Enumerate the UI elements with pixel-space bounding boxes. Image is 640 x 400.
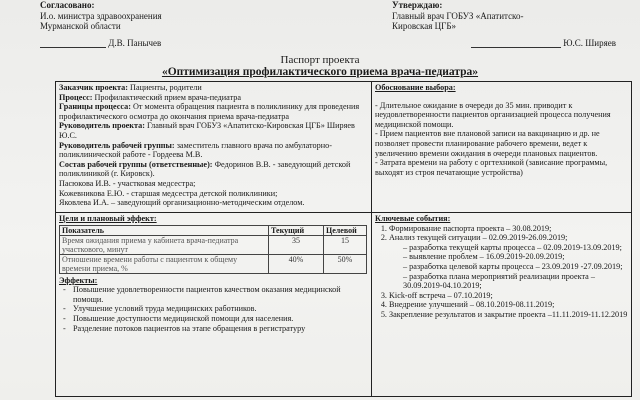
goals-cell	[56, 213, 371, 396]
rationale-cell	[372, 82, 631, 213]
bounds-label: Границы процесса:	[59, 102, 131, 112]
approval-right-line2: Кировская ЦГБ»	[392, 21, 457, 31]
approval-right-line1: Главный врач ГОБУЗ «Апатитско-	[392, 10, 524, 21]
project-passport-table	[55, 81, 632, 397]
event-text: Внедрение улучшений – 08.10.2019-08.11.2019;	[389, 300, 555, 310]
kpi-row	[60, 235, 367, 254]
event-substeps	[389, 243, 628, 291]
customer-row	[59, 83, 368, 93]
effect-item: - Разделение потоков пациентов на этапе обращения в регистратуру	[73, 324, 368, 334]
kpi-name: Отношение времени работы с пациентом к общему времени приема, %	[60, 254, 269, 273]
process-row	[59, 93, 368, 103]
lead-value: Главный врач ГОБУЗ «Апатитско-Кировская ЦГБ» Ширяев Ю.С.	[59, 121, 355, 140]
kpi-target: 50%	[324, 254, 367, 273]
event-item	[389, 224, 628, 234]
event-item	[389, 300, 628, 310]
event-substep: – разработка текущей карты процесса – 02.09.2019-13.09.2019;	[403, 243, 628, 253]
process-value: Профилактический прием врача-педиатра	[92, 92, 241, 102]
bounds-value: От момента обращения пациента в поликлинику для проведения профилактического осмотра до окончания приема врача-педиатра	[59, 102, 360, 121]
event-text: Закрепление результатов и закрытие проекта –11.11.2019-11.12.2019	[389, 309, 628, 319]
passport-left-column	[56, 82, 372, 396]
effect-item: - Повышение удовлетворенности пациентов качеством оказания медицинской помощи.	[73, 285, 368, 304]
customer-label: Заказчик проекта:	[59, 83, 128, 92]
approval-left-signer: Д.В. Панычев	[108, 37, 162, 48]
kpi-name: Время ожидания приема у кабинета врача-педиатра участкового, минут	[60, 235, 269, 254]
signature-line	[471, 47, 561, 48]
approval-block-left	[40, 0, 240, 48]
approval-block-right	[392, 0, 622, 48]
team-member: Яковлева И.А. – заведующий организационно-методическим отделом.	[59, 198, 305, 208]
event-substep: – разработка плана мероприятий реализации проекта – 30.09.2019-04.10.2019;	[403, 272, 628, 291]
rationale-heading: Обоснование выбора:	[375, 83, 456, 92]
wg-lead-label: Руководитель рабочей группы:	[59, 140, 175, 150]
events-cell	[372, 213, 631, 396]
effects-list	[59, 285, 368, 333]
approval-left-head: Согласовано:	[40, 0, 95, 10]
effect-item: - Повышение доступности медицинской помощи для населения.	[73, 314, 368, 324]
team-first-member: Федоринов В.В. - заведующий детской поликлиникой (г. Кировск).	[59, 159, 351, 179]
approval-left-line2: Мурманской области	[40, 21, 121, 31]
kpi-header-indicator: Показатель	[60, 225, 269, 235]
passport-right-column	[372, 82, 631, 396]
effect-item: - Улучшение условий труда медицинских работников.	[73, 304, 368, 314]
kpi-header-row	[60, 225, 367, 235]
team-label: Состав рабочей группы (ответственные):	[59, 159, 213, 169]
kpi-header-target: Целевой	[324, 225, 367, 235]
kpi-table	[59, 225, 367, 274]
bounds-row	[59, 102, 368, 121]
event-item	[389, 291, 628, 301]
event-text: Kick-off встреча – 07.10.2019;	[389, 290, 493, 300]
kpi-current: 40%	[269, 254, 324, 273]
project-info-cell	[56, 82, 371, 213]
project-name-text: «Оптимизация профилактического приема врача-педиатра»	[161, 66, 479, 78]
project-name	[0, 66, 640, 78]
events-heading: Ключевые события:	[375, 214, 451, 223]
signature-line	[40, 47, 106, 48]
event-item	[389, 233, 628, 291]
approval-left-line1: И.о. министра здравоохранения	[40, 10, 162, 21]
approval-right-head: Утверждаю:	[392, 0, 443, 10]
approval-right-signer: Ю.С. Ширяев	[563, 37, 616, 48]
process-label: Процесс:	[59, 92, 93, 102]
rationale-item: - Прием пациентов вне плановой записи на вакцинацию и др. не позволяет провести планирование рабочего времени, ведет к увеличению времени ожидания в очереди плановых пациентов.	[375, 129, 600, 158]
rationale-item: - Длительное ожидание в очереди до 35 мин. приводит к неудовлетворенности пациентов организацией процесса получения медицинской помощи.	[375, 100, 611, 129]
lead-row	[59, 121, 368, 140]
kpi-current: 35	[269, 235, 324, 254]
kpi-row	[60, 254, 367, 273]
kpi-target: 15	[324, 235, 367, 254]
event-substep: – выявление проблем – 16.09.2019-20.09.2019;	[403, 252, 628, 262]
wg-lead-value: заместитель главного врача по амбулаторно-поликлинической работе - Гордеева М.В.	[59, 140, 332, 160]
team-member: Пасюкова И.В. - участковая медсестра;	[59, 178, 196, 188]
team-row	[59, 160, 368, 179]
customer-value: Пациенты, родители	[128, 83, 202, 92]
event-text: Анализ текущей ситуации – 02.09.2019-26.09.2019;	[389, 233, 568, 243]
approval-left-signature	[40, 38, 240, 49]
approval-right-signature	[392, 38, 622, 49]
event-substep: – разработка целевой карты процесса – 23.09.2019 -27.09.2019;	[403, 262, 628, 272]
events-list	[375, 224, 628, 320]
kpi-header-current: Текущий	[269, 225, 324, 235]
event-text: Формирование паспорта проекта – 30.08.2019;	[389, 223, 552, 233]
wg-lead-row	[59, 141, 368, 160]
event-item	[389, 310, 628, 320]
effects-heading: Эффекты:	[59, 275, 98, 285]
rationale-item: - Затрата времени на работу с оргтехникой (зависание программы, выходят из строя печатающие устройства)	[375, 158, 608, 177]
lead-label: Руководитель проекта:	[59, 121, 145, 131]
goals-heading: Цели и плановый эффект:	[59, 214, 157, 223]
document-title: Паспорт проекта	[280, 54, 360, 66]
team-member: Кожевникова Е.Ю. - старшая медсестра детской поликлиники;	[59, 188, 278, 198]
